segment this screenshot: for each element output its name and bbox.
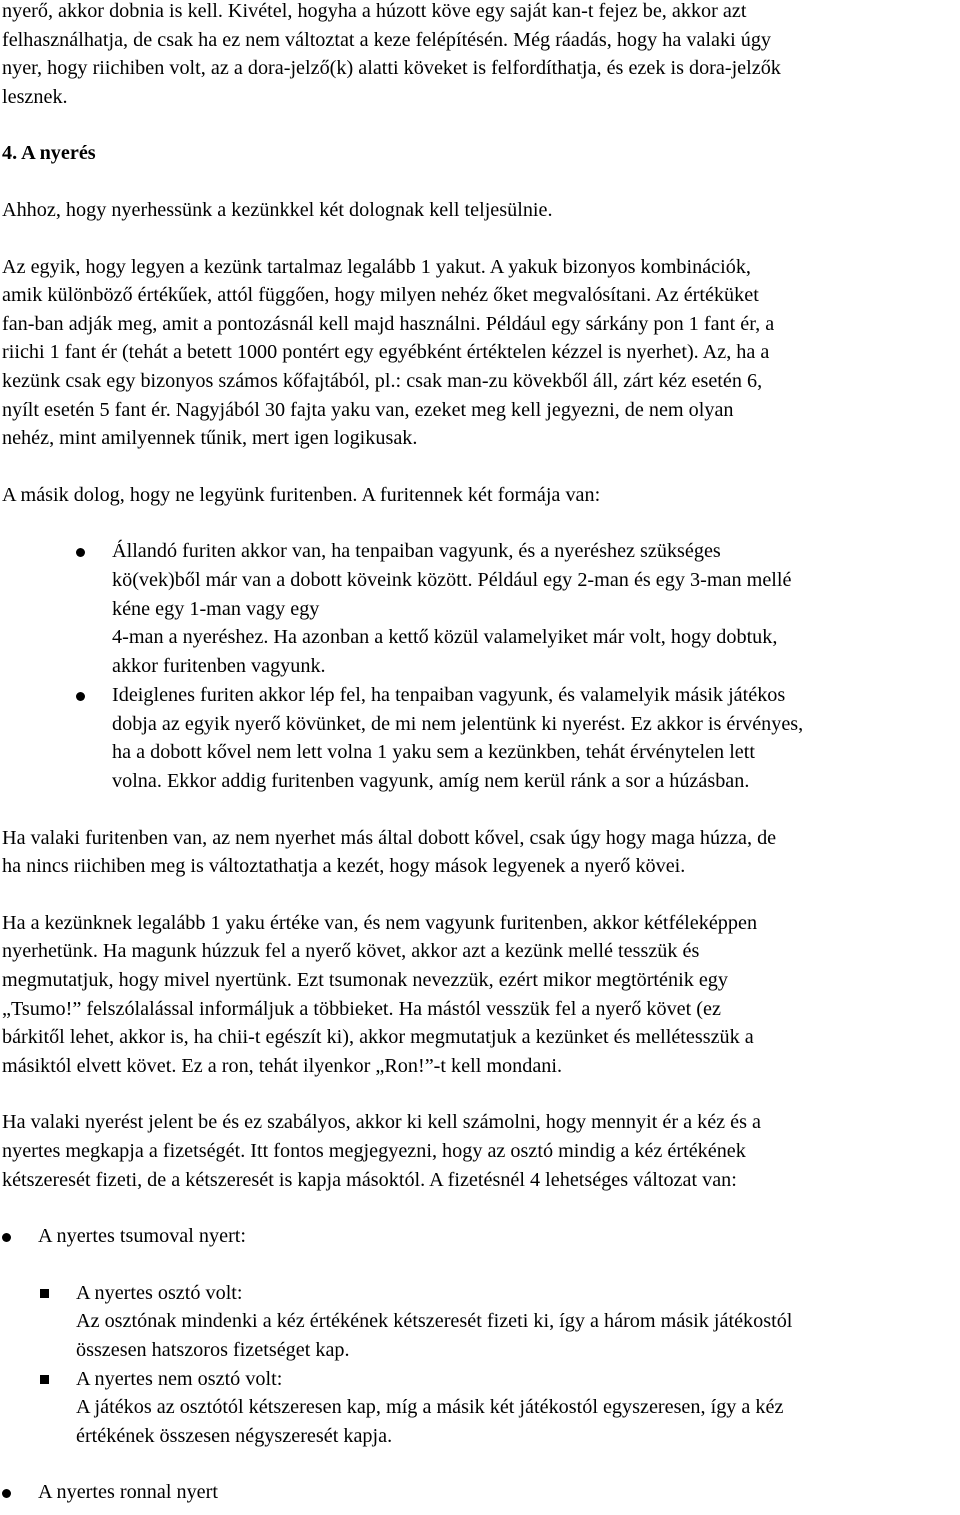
text-line: Az egyik, hogy legyen a kezünk tartalmaz legalább 1 yakut. A yakuk bizonyos kombinációk, <box>2 255 751 278</box>
text-line: megmutatjuk, hogy mivel nyertünk. Ezt tsumonak nevezzük, ezért mikor megtörténik egy <box>2 969 728 992</box>
list-item <box>2 681 956 795</box>
bullet-square-icon <box>40 1289 49 1298</box>
payment-ron-label: A nyertes ronnal nyert <box>38 1481 218 1504</box>
text-line: bárkitől lehet, akkor is, ha chii-t egészít ki), akkor megmutatjuk a kezünket és mellétesszük a <box>2 1026 754 1049</box>
text-line: Állandó furiten akkor van, ha tenpaiban vagyunk, és a nyeréshez szükséges <box>112 540 721 563</box>
bullet-dot-icon <box>2 1222 11 1251</box>
text-line: Ha valaki furitenben van, az nem nyerhet más által dobott kővel, csak úgy hogy maga húzza, de <box>2 826 777 849</box>
text-line: ha a dobott kővel nem lett volna 1 yaku sem a kezünkben, tehát érvénytelen lett <box>112 741 755 764</box>
list-item <box>2 1279 956 1365</box>
text-line: felhasználhatja, de csak ha ez nem változtat a keze felépítésén. Még ráadás, hogy ha valaki úgy <box>2 28 772 51</box>
text-line: kétszeresét fizeti, de a kétszeresét is kapja másoktól. A fizetésnél 4 lehetséges változat van: <box>2 1168 737 1191</box>
text-line: nyílt esetén 5 fant ér. Nagyjából 30 fajta yaku van, ezeket meg kell jegyezni, de nem olyan <box>2 398 734 421</box>
payment-tsumo-label: A nyertes tsumoval nyert: <box>38 1225 247 1248</box>
paragraph-2 <box>2 253 956 453</box>
paragraph-3: A másik dolog, hogy ne legyünk furitenben. A furitennek két formája van: <box>2 483 601 506</box>
paragraph-1: Ahhoz, hogy nyerhessünk a kezünkkel két dolognak kell teljesülnie. <box>2 198 553 221</box>
text-line: akkor furitenben vagyunk. <box>112 654 326 677</box>
text-line: kéne egy 1-man vagy egy <box>112 597 320 620</box>
text-line: nyer, hogy riichiben volt, az a dora-jelző(k) alatti köveket is felfordíthatja, és ezek is dora-jelzők <box>2 57 781 80</box>
text-line: kezünk csak egy bizonyos számos kőfajtából, pl.: csak man-zu kövekből áll, zárt kéz esetén 6, <box>2 369 763 392</box>
text-line: Az osztónak mindenki a kéz értékének kétszeresét fizeti ki, így a három másik játékostól <box>76 1310 793 1333</box>
text-line: riichi 1 fant ér (tehát a betett 1000 pontért egy egyébként értéktelen kézzel is nyerhet). Az, ha a <box>2 341 770 364</box>
text-line: Ha a kezünknek legalább 1 yaku értéke van, és nem vagyunk furitenben, akkor kétféleképpen <box>2 911 758 934</box>
sub-title: A nyertes nem osztó volt: <box>76 1367 283 1390</box>
list-item <box>2 1478 956 1507</box>
text-line: „Tsumo!” felszólalással informáljuk a többieket. Ha mástól vesszük fel a nyerő követ (ez <box>2 997 721 1020</box>
text-line: fan-ban adják meg, amit a pontozásnál kell majd használni. Például egy sárkány pon 1 fant ér, a <box>2 312 775 335</box>
text-line: másiktól elvett követ. Ez a ron, tehát ilyenkor „Ron!”-t kell mondani. <box>2 1054 563 1077</box>
bullet-dot-icon <box>76 537 85 566</box>
document-page <box>2 0 956 1507</box>
paragraph-6 <box>2 1108 956 1194</box>
text-line: nehéz, mint amilyennek tűnik, mert igen logikusak. <box>2 427 418 450</box>
text-line: összesen hatszoros fizetséget kap. <box>76 1338 350 1361</box>
text-line: dobja az egyik nyerő kövünket, de mi nem jelentünk ki nyerést. Ez akkor is érvényes, <box>112 712 804 735</box>
section-heading: 4. A nyerés <box>2 142 96 165</box>
text-line: lesznek. <box>2 85 68 108</box>
text-line: nyerő, akkor dobnia is kell. Kivétel, hogyha a húzott köve egy saját kan-t fejez be, akkor azt <box>2 0 747 22</box>
text-line: nyertes megkapja a fizetségét. Itt fontos megjegyezni, hogy az osztó mindig a kéz értékének <box>2 1140 746 1162</box>
bullet-dot-icon <box>76 681 85 710</box>
payment-list-2 <box>2 1478 956 1507</box>
text-line: 4-man a nyeréshez. Ha azonban a kettő közül valamelyiket már volt, hogy dobtuk, <box>112 626 778 649</box>
paragraph-5 <box>2 909 956 1081</box>
paragraph-4 <box>2 824 956 881</box>
bullet-dot-icon <box>2 1478 11 1507</box>
payment-sublist <box>2 1279 956 1451</box>
text-line: A játékos az osztótól kétszeresen kap, míg a másik két játékostól egyszeresen, így a kéz <box>76 1396 784 1419</box>
text-line: Ideiglenes furiten akkor lép fel, ha tenpaiban vagyunk, és valamelyik másik játékos <box>112 684 786 707</box>
text-line: amik különböző értékűek, attól függően, hogy milyen nehéz őket megvalósítani. Az értéküket <box>2 284 759 307</box>
text-line: Ha valaki nyerést jelent be és ez szabályos, akkor ki kell számolni, hogy mennyit ér a kéz és a <box>2 1111 762 1134</box>
text-line: volna. Ekkor addig furitenben vagyunk, amíg nem kerül ránk a sor a húzásban. <box>112 770 750 793</box>
text-line: ha nincs riichiben meg is változtathatja a kezét, hogy mások legyenek a nyerő kövei. <box>2 855 686 878</box>
list-item <box>2 1222 956 1251</box>
sub-title: A nyertes osztó volt: <box>76 1281 243 1304</box>
bullet-square-icon <box>40 1375 49 1384</box>
text-line: kö(vek)ből már van a dobott köveink között. Például egy 2-man és egy 3-man mellé <box>112 568 792 591</box>
text-line: értékének összesen négyszeresét kapja. <box>76 1424 393 1447</box>
list-item <box>2 537 956 680</box>
payment-list <box>2 1222 956 1251</box>
intro-paragraph <box>2 0 956 111</box>
list-item <box>2 1365 956 1451</box>
furiten-list <box>2 537 956 795</box>
text-line: nyerhetünk. Ha magunk húzzuk fel a nyerő követ, akkor azt a kezünk mellé tesszük és <box>2 940 700 963</box>
